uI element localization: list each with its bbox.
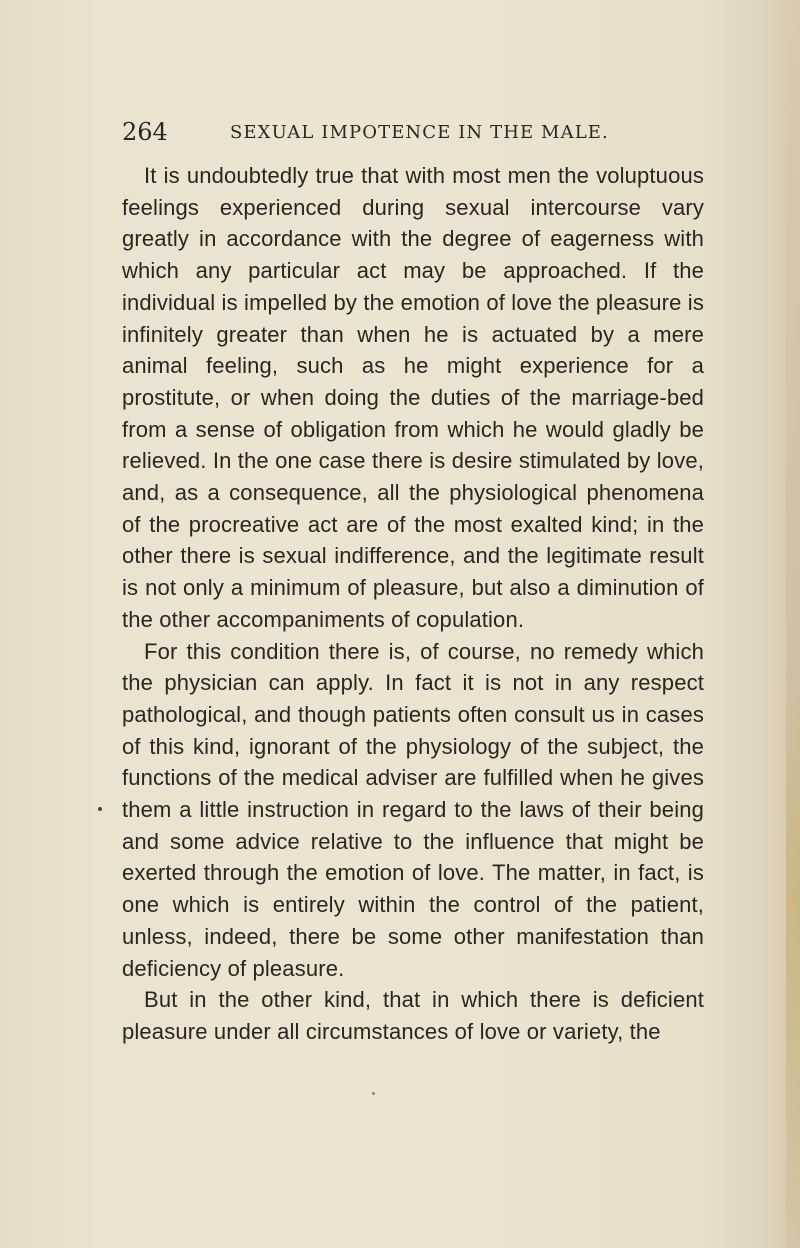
page-number: 264 <box>122 118 168 146</box>
paragraph-3: But in the other kind, that in which there is deficient pleasure under all circumstances of love or variety, the <box>122 987 704 1044</box>
ink-fleck <box>98 807 102 811</box>
ink-fleck <box>372 1092 375 1095</box>
page-edge-stain <box>786 0 800 1248</box>
body-text <box>122 160 704 1048</box>
paragraph-1: It is undoubtedly true that with most men the voluptuous feelings experienced during sexual intercourse vary greatly in accordance with the degree of eagerness with which any particular act may be approached. If the individual is impelled by the emotion of love the pleasure is infinitely greater than when he is actuated by a mere animal feeling, such as he might experience for a prostitute, or when doing the duties of the marriage-bed from a sense of obligation from which he would gladly be relieved. In the one case there is desire stimulated by love, and, as a consequence, all the physiological phenomena of the procreative act are of the most exalted kind; in the other there is sexual indifference, and the legitimate result is not only a minimum of pleasure, but also a diminution of the other accompaniments of copulation. <box>122 163 704 632</box>
page-header <box>122 118 702 146</box>
running-title: SEXUAL IMPOTENCE IN THE MALE. <box>230 122 609 143</box>
paragraph-2: For this condition there is, of course, no remedy which the physician can apply. In fact it is not in any respect pathological, and though patients often consult us in cases of this kind, ignorant of the physiology of the subject, the functions of the medical adviser are fulfilled when he gives them a little instruction in regard to the laws of their being and some advice relative to the influence that might be exerted through the emotion of love. The matter, in fact, is one which is entirely within the control of the patient, unless, indeed, there be some other manifestation than deficiency of pleasure. <box>122 638 704 981</box>
